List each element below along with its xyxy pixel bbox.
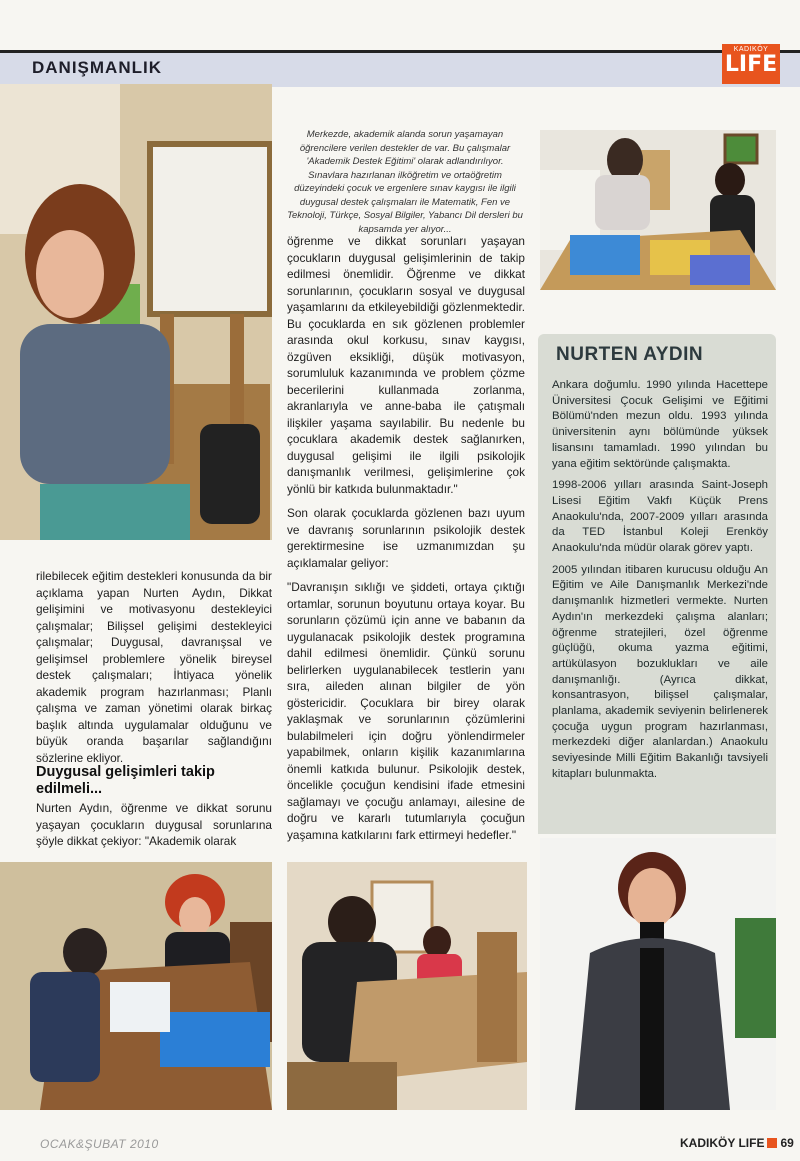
logo-big-text: LIFE (724, 52, 778, 77)
footer-magazine-page (680, 1136, 794, 1150)
bio-paragraph-2: 1998-2006 yılları arasında Saint-Joseph Lisesi Eğitim Vakfı Küçük Prens Anaokulu'nda, 2007-2009 yılları arasında da TED İstanbul Koleji Erenköy Anaokulu'nda müdür olarak görev yaptı. (552, 479, 768, 555)
bio-paragraph-1: Ankara doğumlu. 1990 yılında Hacettepe Üniversitesi Çocuk Gelişimi ve Eğitimi Bölümü'nden mezun oldu. 1993 yılında üniversitenin aynı bölümünde yüksek lisansını tamamladı. 1990 yılından bu yana eğitim sektöründe çalışmakta. (552, 379, 768, 470)
footer-issue: OCAK&ŞUBAT 2010 (40, 1137, 159, 1151)
column-1-continued (36, 800, 272, 858)
col1-paragraph-2: Nurten Aydın, öğrenme ve dikkat sorunu yaşayan çocukların duygusal sorunlarına şöyle dikkat çekiyor: "Akademik olarak (36, 801, 272, 848)
photo-teacher-girl (287, 862, 527, 1110)
column-2 (287, 233, 525, 851)
subheading-duygusal: Duygusal gelişimleri takip edilmeli... (36, 764, 215, 797)
photo-man-child-table (540, 130, 776, 290)
col2-paragraph-1: öğrenme ve dikkat sorunları yaşayan çocukların duygusal gelişimlerinin de takip edilmesi önemlidir. Öğrenme ve dikkat sorunlarının, çocukların sosyal ve duygusal yaşamlarını da etkileyebildiği gözlenmektedir. Bu çocuklarda en sık gözlenen problemler arasında okul korkusu, sınav kaygısı, özgüven eksikliği, düşük motivasyon, sorumluluk kazanımında ve problem çözme becerilerini kullanmada zorlanma, akranlarıyla ve anne-baba ile çatışmalı ilişkiler yaşama sayılabilir. Bu nedenle bu çocuklara akademik destek sağlanırken, duygusal gelişimi ile ilgili psikolojik danışmanlık verilmesi, gelişimlerine çok yönlü bir katkıda bulunmaktadır." (287, 234, 525, 496)
bio-paragraph-3: 2005 yılından itibaren kurucusu olduğu An Eğitim ve Aile Danışmanlık Merkezi'nde danışmanlık hizmetleri vermekte. Nurten Aydın'ın merkezdeki çalışma alanları; öğrenme stratejileri, özel öğrenme güçlüğü, okuma yazma eğitimi, artükülasyon bozuklukları ve aile danışmanlığı. (Ayrıca dikkat, konsantrasyon, bilişsel çalışmalar, planlama, akademik seviyenin belirlenerek çocuğa uygun program hazırlanması, merkezdeki diğer alanlardan.) Anaokulu seviyesinde Milli Eğitim Bakanlığı tavsiyeli kitapları bulunmakta. (552, 563, 768, 780)
magazine-logo (722, 44, 780, 84)
page-number: 69 (780, 1136, 794, 1150)
col1-paragraph-1: rilebilecek eğitim destekleri konusunda da bir açıklama yapan Nurten Aydın, Dikkat gelişimini ve motivasyonu destekleyici çalışmalar; Bilişsel gelişimi destekleyici çalışmalar; Duygusal, davranışsal ve gelişimsel problemlere yönelik bireysel destek çalışmaları; İhtiyaca yönelik akademik program hazırlanması; Planlı çalışma ve zaman yönetimi olarak birkaç başlık altında uygulamalar olduğunu ve büyük oranda başarılar sağlandığını sözlerine ekliyor. (36, 569, 272, 765)
photo-caption: Merkezde, akademik alanda sorun yaşamayan öğrencilere verilen destekler de var. Bu çalışmalar 'Akademik Destek Eğitimi' olarak adlandırılıyor. Sınavlara hazırlanan ilköğretim ve ortaöğretim düzeyindeki çocuk ve ergenlere sınav kaygısı ile ilgili duygusal destek çalışmaları ile Matematik, Fen ve Teknoloji, Türkçe, Sosyal Bilgiler, Yabancı Dil dersleri bu kapsamda yer alıyor... (287, 129, 523, 235)
col2-paragraph-3: "Davranışın sıklığı ve şiddeti, ortaya çıktığı ortamlar, sorunun boyutunu ortaya koyar. Bu sorunların çözümü için anne ve babanın da uygulanacak psikolojik destek programına dahil edilmesi önemlidir. Çünkü sorunu belirlerken uygulanabilecek testlerin yanı sıra, aileden alınan bilgiler de yön göstericidir. Çocuklara bir birey olarak yaklaşmak ve sorunlarının çözümlerini bulabilmeleri için doğru yönlendirmeler yapabilmek, onların kişilik kazanımlarına önemli katkıda bulunur. Psikolojik destek, öncelikle çocuğun kendisini ifade etmesini sağlamayı ve çocuğu anlamayı, ailesine de doğru ve kararlı tutumlarıyla çocuğun yaşamına katkılarını fark ettirmeyi hedefler." (287, 580, 525, 842)
photo-teacher-easel (0, 84, 272, 540)
bio-text (552, 378, 768, 789)
photo-portrait-nurten-aydin (540, 838, 776, 1110)
logo-small-text: KADIKÖY (733, 46, 769, 53)
footer-accent-square (767, 1138, 777, 1148)
footer-magazine-name: KADIKÖY LIFE (680, 1136, 765, 1150)
column-1 (36, 568, 272, 774)
section-title: DANIŞMANLIK (32, 58, 162, 77)
photo-teacher-boy (0, 862, 272, 1110)
bio-name: NURTEN AYDIN (556, 344, 704, 365)
col2-paragraph-2: Son olarak çocuklarda gözlenen bazı uyum ve davranış sorunlarının psikolojik destek gerektirmesine ise uzmanımızdan şu açıklamalar geliyor: (287, 506, 525, 570)
